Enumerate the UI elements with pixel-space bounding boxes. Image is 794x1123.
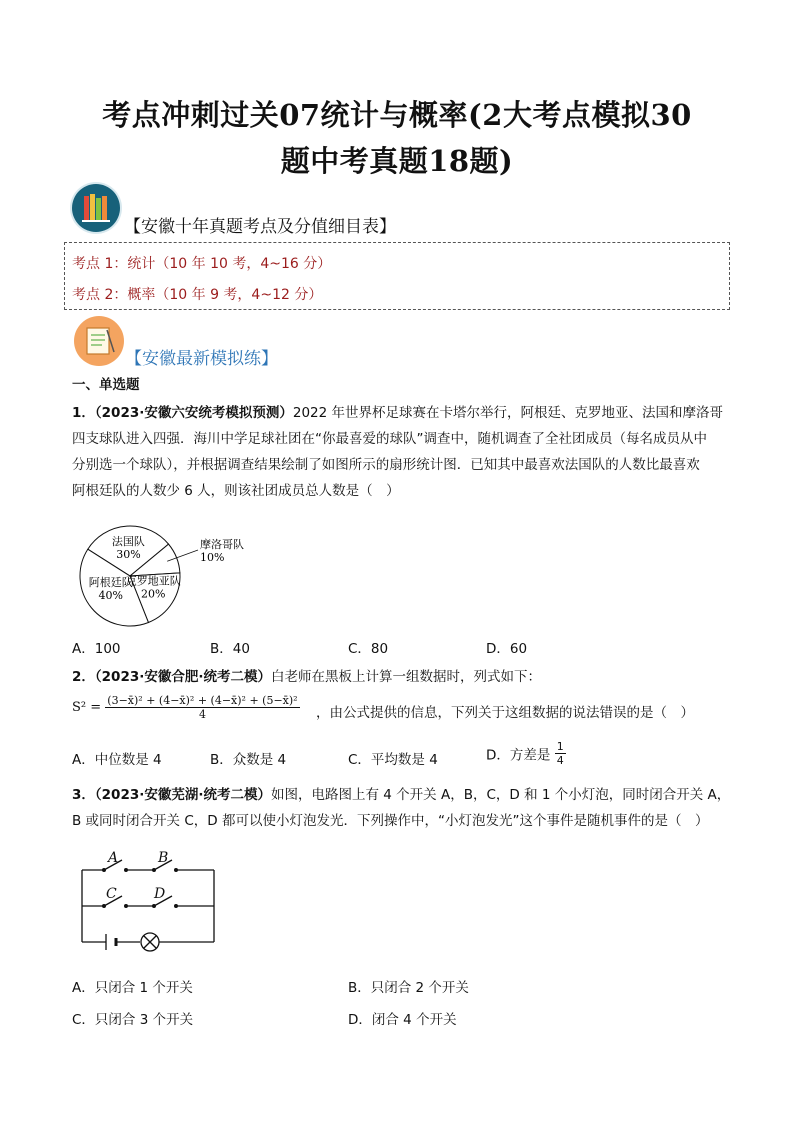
q2-option-d-fraction [555,740,566,767]
q3-text-a: 如图，电路图上有 4 个开关 A，B，C，D 和 1 个小灯泡，同时闭合开关 A， [271,787,731,803]
q3-option-a[interactable]: A．只闭合 1 个开关 [72,980,193,996]
q1-number: 1． [72,405,95,421]
switch-terminal [174,904,178,908]
exam-point-1: 考点 1：统计（10 年 10 考，4~16 分） [72,256,332,272]
switch-terminal [124,868,128,872]
switch-terminal [102,904,106,908]
q3-option-c[interactable]: C．只闭合 3 个开关 [72,1012,194,1028]
question-3 [72,782,732,834]
q1-option-d[interactable]: D．60 [486,641,528,657]
title-line-1: 考点冲刺过关07统计与概率(2大考点模拟30 [102,98,692,132]
notebook-icon [74,316,124,366]
switch-terminal [174,868,178,872]
q2-option-b[interactable]: B．众数是 4 [210,752,287,768]
q2-source: （2023·安徽合肥·统考二模） [94,669,271,685]
q3-source: （2023·安徽芜湖·统考二模） [94,787,271,803]
question-1 [72,400,732,504]
pie-label-value-0: 30% [116,548,141,562]
q3-text-b: B 或同时闭合开关 C，D 都可以使小灯泡发光．下列操作中，“小灯泡发光”这个事件是随机事件的是（ ） [72,813,709,829]
switch-terminal [102,868,106,872]
q2-option-d[interactable] [486,740,566,767]
pie-label-name-3: 阿根廷队 [88,575,133,589]
exam-point-2: 考点 2：概率（10 年 9 考，4~12 分） [72,287,323,303]
q1-source: （2023·安徽六安统考模拟预测） [94,405,293,421]
variance-formula [72,694,300,721]
pie-label-value-2: 20% [140,587,166,601]
question-2 [72,664,541,690]
switch-terminal [152,868,156,872]
q2-text-a: 白老师在黑板上计算一组数据时，列式如下： [271,669,541,685]
q2-option-a[interactable]: A．中位数是 4 [72,752,162,768]
switch-label-b: B [158,850,169,866]
switch-terminal [152,904,156,908]
q2-option-d-label: D．方差是 [486,747,551,764]
frac-numerator: 1 [556,740,564,753]
q3-number: 3． [72,787,95,803]
pie-chart [68,522,248,632]
formula-lhs: S² = [72,700,102,715]
formula-numerator: (3−x̄)² + (4−x̄)² + (4−x̄)² + (5−x̄)² [107,694,298,707]
page-title [40,92,754,184]
pie-label-value-1: 10% [200,551,225,564]
section-heading-exam-table: 【安徽十年真题考点及分值细目表】 [124,217,396,237]
q1-text-d: 阿根廷队的人数少 6 人，则该社团成员总人数是（ ） [72,483,400,499]
q1-text-a: 2022 年世界杯足球赛在卡塔尔举行，阿根廷、克罗地亚、法国和摩洛哥 [292,405,724,421]
switch-label-c: C [106,886,117,902]
pie-label-value-3: 40% [98,588,123,602]
q2-option-c[interactable]: C．平均数是 4 [348,752,438,768]
title-line-2: 题中考真题18题) [280,144,514,178]
q2-text-b: ，由公式提供的信息，下列关于这组数据的说法错误的是（ ） [316,705,694,721]
pie-label-name-1: 摩洛哥队 [200,538,244,551]
switch-label-a: A [108,850,119,866]
q1-text-b: 四支球队进入四强．海川中学足球社团在“你最喜爱的球队”调查中，随机调查了全社团成员（每名成员从中 [72,431,707,447]
q1-option-c[interactable]: C．80 [348,641,389,657]
q2-number: 2． [72,669,95,685]
circuit-diagram [76,848,226,954]
subsection-single-choice: 一、单选题 [72,377,140,393]
switch-label-d: D [154,886,166,902]
pie-label-name-2: 克罗地亚队 [125,574,181,588]
q1-option-b[interactable]: B．40 [210,641,250,657]
q1-option-a[interactable]: A．100 [72,641,121,657]
pie-label-name-0: 法国队 [111,535,145,549]
q3-option-b[interactable]: B．只闭合 2 个开关 [348,980,469,996]
switch-terminal [124,904,128,908]
books-icon [72,184,120,232]
section-heading-mock: 【安徽最新模拟练】 [125,349,278,369]
frac-denominator: 4 [556,754,564,767]
q3-option-d[interactable]: D．闭合 4 个开关 [348,1012,457,1028]
formula-fraction [105,694,299,721]
formula-denominator: 4 [198,708,206,721]
q1-text-c: 分别选一个球队），并根据调查结果绘制了如图所示的扇形统计图．已知其中最喜欢法国队的人数比最喜欢 [72,457,700,473]
